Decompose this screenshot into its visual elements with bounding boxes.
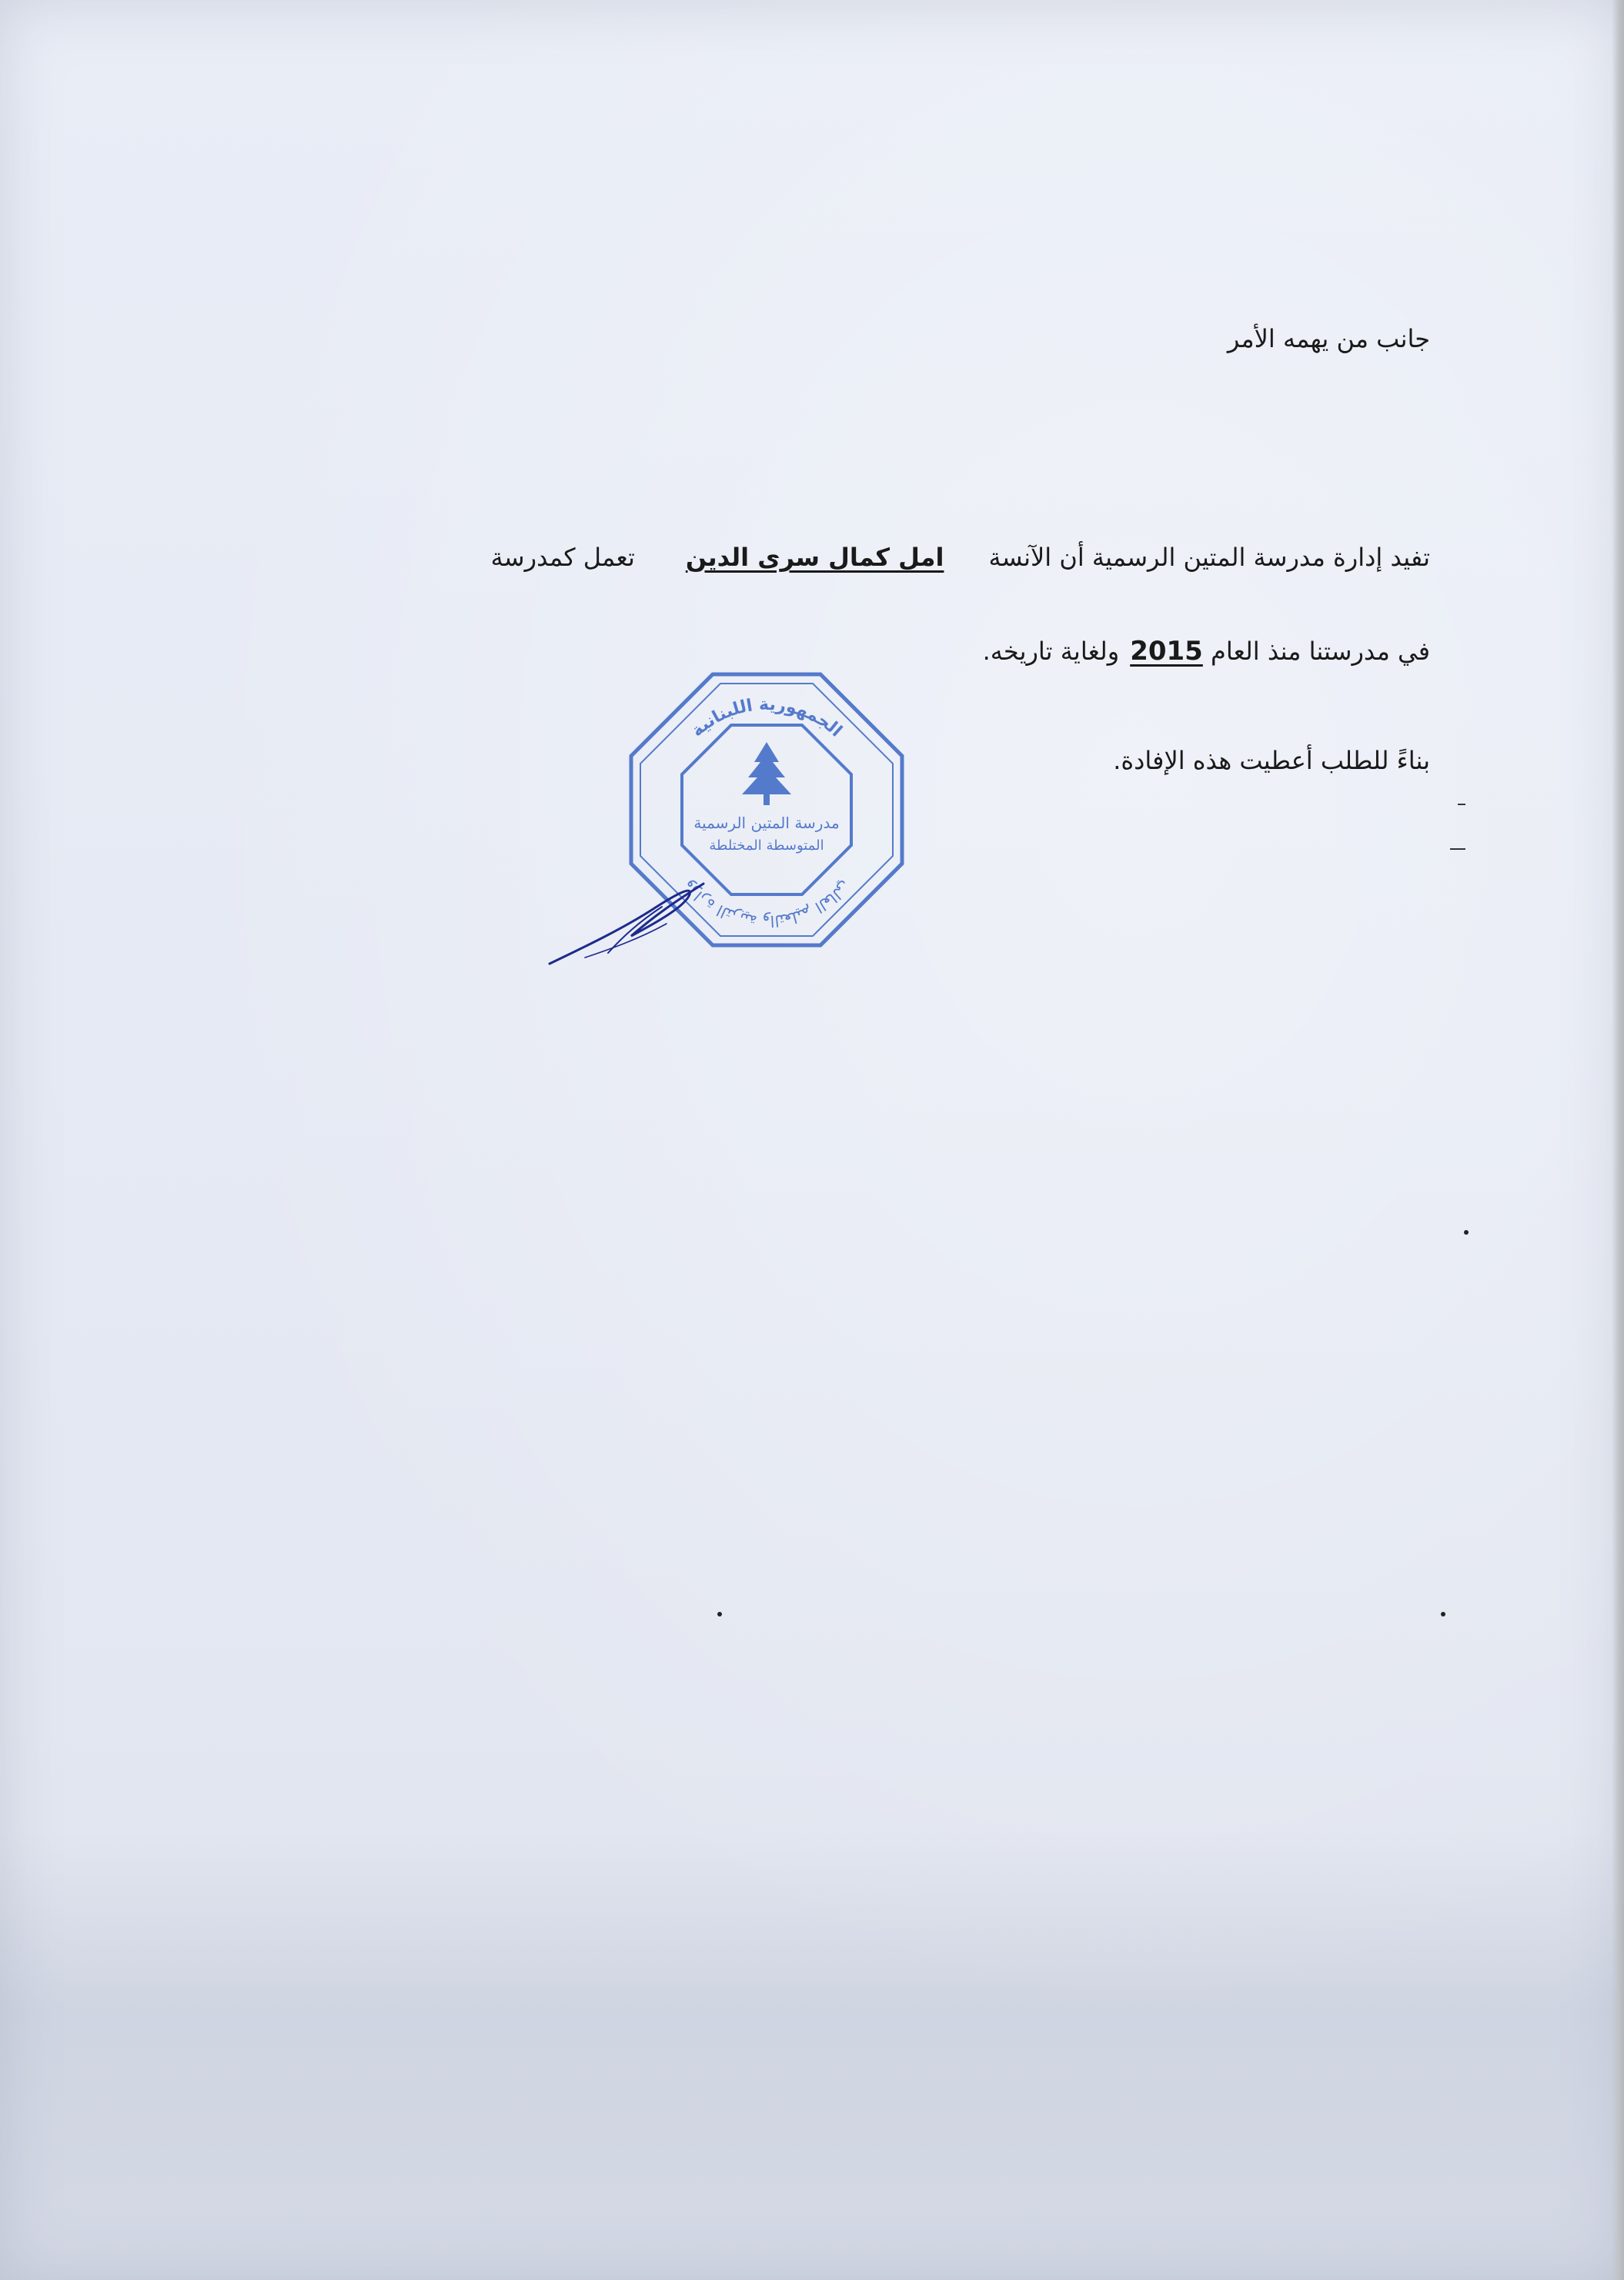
salutation: جانب من يهمه الأمر (1227, 324, 1430, 353)
teacher-name: امل كمال سرى الدين (685, 543, 944, 572)
signature-icon (539, 862, 716, 970)
paper-dot (717, 1612, 722, 1616)
body-line-1-end: تعمل كمدرسة (490, 543, 635, 572)
stamp-school-name: مدرسة المتين الرسمية (693, 814, 840, 832)
paper-edge (1612, 0, 1624, 2280)
start-year: 2015 (1130, 636, 1203, 667)
body-line-1-start: تفيد إدارة مدرسة المتين الرسمية أن الآنسة (988, 543, 1430, 572)
cedar-icon (742, 742, 791, 805)
body-line-1 (491, 542, 1430, 573)
body-line-2-start: في مدرستنا منذ العام (1211, 637, 1430, 666)
paper-dot (1441, 1612, 1445, 1616)
paper-shadow (0, 1832, 1624, 2280)
body-line-2-end: ولغاية تاريخه. (982, 637, 1120, 666)
closing-line: بناءً للطلب أعطيت هذه الإفادة. (1113, 746, 1430, 775)
body-line-2 (983, 636, 1430, 667)
stamp-ring-top-text: الجمهورية اللبنانية (687, 694, 846, 741)
paper-mark (1450, 848, 1465, 850)
stamp-school-type: المتوسطة المختلطة (709, 837, 824, 854)
paper-dot (1464, 1230, 1469, 1235)
stamp-ring-bottom-text: وزارة التربية والتعليم العالي (678, 877, 855, 931)
svg-text:الجمهورية اللبنانية (688, 695, 846, 741)
paper-mark (1458, 804, 1465, 805)
